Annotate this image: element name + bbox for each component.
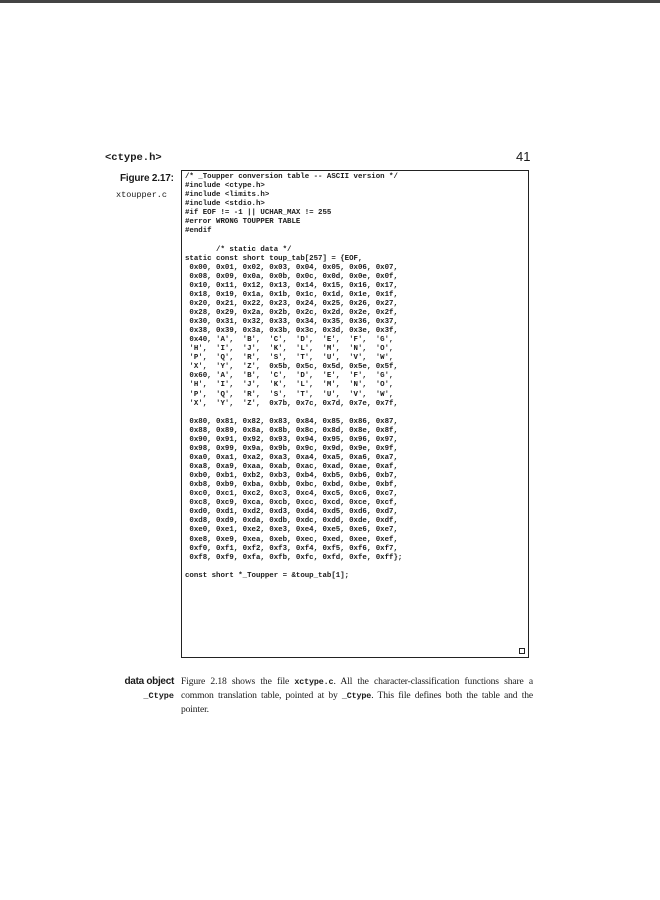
figure-label: Figure 2.17: bbox=[120, 173, 174, 184]
para-filename: xctype.c bbox=[294, 677, 334, 687]
side-head-title: data object bbox=[124, 676, 174, 687]
code-listing: /* _Toupper conversion table -- ASCII version */ #include <ctype.h> #include <limits.h> #include <stdio.h> #if EOF != -1 || UCHAR_MAX != 255 #error WRONG TOUPPER TABLE #endif /* static data */ static const short toup_tab[257] = {EOF, 0x00, 0x01, 0x02, 0x03, 0x04, 0x05, 0x06, 0x07, 0x08, 0x09, 0x0a, 0x0b, 0x0c, 0x0d, 0x0e, 0x0f, 0x10, 0x11, 0x12, 0x13, 0x14, 0x15, 0x16, 0x17, 0x18, 0x19, 0x1a, 0x1b, 0x1c, 0x1d, 0x1e, 0x1f, 0x20, 0x21, 0x22, 0x23, 0x24, 0x25, 0x26, 0x27, 0x28, 0x29, 0x2a, 0x2b, 0x2c, 0x2d, 0x2e, 0x2f, 0x30, 0x31, 0x32, 0x33, 0x34, 0x35, 0x36, 0x37, 0x38, 0x39, 0x3a, 0x3b, 0x3c, 0x3d, 0x3e, 0x3f, 0x40, 'A', 'B', 'C', 'D', 'E', 'F', 'G', 'H', 'I', 'J', 'K', 'L', 'M', 'N', 'O', 'P', 'Q', 'R', 'S', 'T', 'U', 'V', 'W', 'X', 'Y', 'Z', 0x5b, 0x5c, 0x5d, 0x5e, 0x5f, 0x60, 'A', 'B', 'C', 'D', 'E', 'F', 'G', 'H', 'I', 'J', 'K', 'L', 'M', 'N', 'O', 'P', 'Q', 'R', 'S', 'T', 'U', 'V', 'W', 'X', 'Y', 'Z', 0x7b, 0x7c, 0x7d, 0x7e, 0x7f, 0x80, 0x81, 0x82, 0x83, 0x84, 0x85, 0x86, 0x87, 0x88, 0x89, 0x8a, 0x8b, 0x8c, 0x8d, 0x8e, 0x8f, 0x90, 0x91, 0x92, 0x93, 0x94, 0x95, 0x96, 0x97, 0x98, 0x99, 0x9a, 0x9b, 0x9c, 0x9d, 0x9e, 0x9f, 0xa0, 0xa1, 0xa2, 0xa3, 0xa4, 0xa5, 0xa6, 0xa7, 0xa8, 0xa9, 0xaa, 0xab, 0xac, 0xad, 0xae, 0xaf, 0xb0, 0xb1, 0xb2, 0xb3, 0xb4, 0xb5, 0xb6, 0xb7, 0xb8, 0xb9, 0xba, 0xbb, 0xbc, 0xbd, 0xbe, 0xbf, 0xc0, 0xc1, 0xc2, 0xc3, 0xc4, 0xc5, 0xc6, 0xc7, 0xc8, 0xc9, 0xca, 0xcb, 0xcc, 0xcd, 0xce, 0xcf, 0xd0, 0xd1, 0xd2, 0xd3, 0xd4, 0xd5, 0xd6, 0xd7, 0xd8, 0xd9, 0xda, 0xdb, 0xdc, 0xdd, 0xde, 0xdf, 0xe0, 0xe1, 0xe2, 0xe3, 0xe4, 0xe5, 0xe6, 0xe7, 0xe8, 0xe9, 0xea, 0xeb, 0xec, 0xed, 0xee, 0xef, 0xf0, 0xf1, 0xf2, 0xf3, 0xf4, 0xf5, 0xf6, 0xf7, 0xf8, 0xf9, 0xfa, 0xfb, 0xfc, 0xfd, 0xfe, 0xff}; const short *_Toupper = &toup_tab[1]; bbox=[185, 173, 403, 580]
side-head-name: _Ctype bbox=[143, 691, 174, 701]
body-paragraph bbox=[181, 675, 533, 717]
figure-filename: xtoupper.c bbox=[116, 190, 168, 200]
para-text-3: . This file defines both the table and the pointer. bbox=[181, 690, 533, 715]
end-of-listing-icon bbox=[519, 648, 525, 654]
page-number: 41 bbox=[516, 149, 531, 164]
side-head bbox=[116, 675, 174, 703]
para-pointer: _Ctype bbox=[341, 691, 372, 701]
para-text-1: Figure 2.18 shows the file bbox=[181, 676, 295, 687]
para-text-2: . All the character-classification functions share a common translation table, pointed at by bbox=[181, 676, 534, 701]
code-listing-box bbox=[181, 170, 529, 658]
top-rule bbox=[0, 0, 660, 3]
running-head: <ctype.h> bbox=[105, 152, 162, 164]
